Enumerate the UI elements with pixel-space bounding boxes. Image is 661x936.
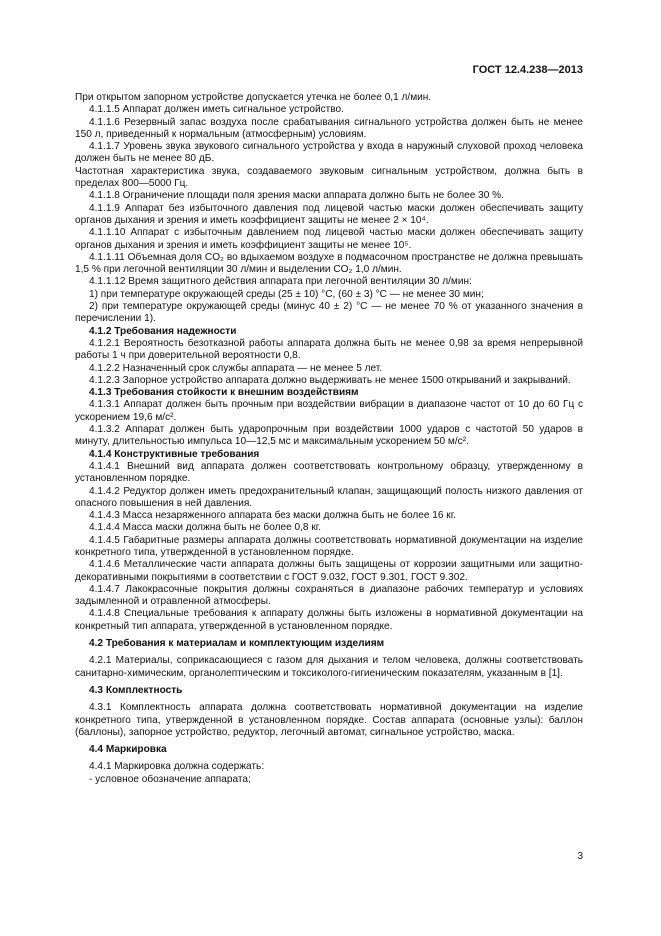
paragraph: 4.1.1.7 Уровень звука звукового сигнального устройства у входа в наружный слуховой проход человека должен быть не менее 80 дБ.: [75, 141, 583, 165]
section-heading: 4.1.4 Конструктивные требования: [89, 448, 260, 460]
section-heading: 4.1.3 Требования стойкости к внешним воздействиям: [89, 387, 359, 399]
paragraph: 4.1.1.6 Резервный запас воздуха после срабатывания сигнального устройства должен быть не менее 150 л, приведенный к нормальным (атмосферным) условиям.: [75, 116, 583, 140]
paragraph: Частотная характеристика звука, создаваемого звуковым сигнальным устройством, должна быть в пределах 800—5000 Гц.: [75, 165, 583, 190]
document-body: [75, 92, 583, 786]
paragraph: При открытом запорном устройстве допускается утечка не более 0,1 л/мин.: [75, 92, 432, 103]
paragraph: 4.1.1.10 Аппарат с избыточным давлением под лицевой частью маски должен обеспечивать защиту органов дыхания и зрения и иметь коэффициент защиты не менее 10⁵.: [75, 227, 583, 251]
section-heading: 4.3 Комплектность: [89, 684, 183, 696]
paragraph: 1) при температуре окружающей среды (25 ± 10) °C, (60 ± 3) °C — не менее 30 мин;: [89, 288, 484, 300]
paragraph: 4.1.1.8 Ограничение площади поля зрения маски аппарата должно быть не более 30 %.: [89, 190, 504, 202]
standard-code-header: ГОСТ 12.4.238—2013: [472, 64, 583, 76]
paragraph: 4.2.1 Материалы, соприкасающиеся с газом для дыхания и телом человека, должны соответствовать санитарно-химическим, органолептическим и токсиколого-гигиеническим показателям, указанным в [1].: [75, 655, 583, 679]
paragraph: 4.1.1.5 Аппарат должен иметь сигнальное устройство.: [89, 104, 344, 116]
paragraph: 4.1.4.4 Масса маски должна быть не более 0,8 кг.: [89, 522, 322, 534]
paragraph: 4.1.4.1 Внешний вид аппарата должен соответствовать контрольному образцу, утвержденному в установленном порядке.: [75, 460, 583, 485]
paragraph: 4.1.4.5 Габаритные размеры аппарата должны соответствовать нормативной документации на изделие конкретного типа, утвержденной в установленном порядке.: [75, 534, 583, 558]
paragraph: 4.1.4.6 Металлические части аппарата должны быть защищены от коррозии защитными или защитно-декоративными покрытиями в соответствии с ГОСТ 9.032, ГОСТ 9.301, ГОСТ 9.302.: [75, 559, 583, 583]
paragraph: - условное обозначение аппарата;: [89, 773, 251, 785]
paragraph: 4.1.4.7 Лакокрасочные покрытия должны сохраняться в диапазоне рабочих температур и условиях задымленной и отравленной атмосферы.: [75, 583, 583, 608]
section-heading: 4.4 Маркировка: [89, 744, 167, 756]
section-heading: 4.1.2 Требования надежности: [89, 325, 237, 337]
paragraph: 4.1.3.2 Аппарат должен быть ударопрочным при воздействии 1000 ударов с частотой 50 ударов в минуту, длительностью импульса 10—12,5 мс и максимальным ускорением 50 м/с².: [75, 424, 583, 448]
page-number: 3: [577, 851, 583, 862]
paragraph: 4.1.1.12 Время защитного действия аппарата при легочной вентиляции 30 л/мин:: [89, 276, 472, 288]
paragraph: 2) при температуре окружающей среды (минус 40 ± 2) °C — не менее 70 % от указанного значения в перечислении 1).: [75, 301, 583, 325]
paragraph: 4.3.1 Комплектность аппарата должна соответствовать нормативной документации на изделие конкретного типа, утвержденной в установленном порядке. Состав аппарата (основные узлы): баллон (баллоны), запорное устройство, редуктор, легочный автомат, сигнальное устройство, маска.: [75, 702, 583, 738]
paragraph: 4.1.4.8 Специальные требования к аппарату должны быть изложены в нормативной документации на конкретный тип аппарата, утвержденной в установленном порядке.: [75, 608, 583, 632]
paragraph: 4.1.2.1 Вероятность безотказной работы аппарата должна быть не менее 0,98 за время непрерывной работы 1 ч при доверительной вероятности 0,8.: [75, 337, 583, 362]
paragraph: 4.1.1.9 Аппарат без избыточного давления под лицевой частью маски должен обеспечивать защиту органов дыхания и зрения и иметь коэффициент защиты не менее 2 × 10⁴.: [75, 202, 583, 226]
paragraph: 4.1.1.11 Объемная доля CO₂ во вдыхаемом воздухе в подмасочном пространстве не должна превышать 1,5 % при легочной вентиляции 30 л/мин и выделении CO₂ 1,0 л/мин.: [75, 251, 583, 276]
paragraph: 4.1.4.2 Редуктор должен иметь предохранительный клапан, защищающий полость низкого давления от опасного повышения в ней давления.: [75, 485, 583, 509]
paragraph: 4.1.2.3 Запорное устройство аппарата должно выдерживать не менее 1500 открываний и закрываний.: [89, 374, 571, 386]
paragraph: 4.1.2.2 Назначенный срок службы аппарата — не менее 5 лет.: [89, 362, 383, 374]
paragraph: 4.1.4.3 Масса незаряженного аппарата без маски должна быть не более 16 кг.: [89, 510, 456, 522]
paragraph: 4.1.3.1 Аппарат должен быть прочным при воздействии вибрации в диапазоне частот от 10 до 60 Гц с ускорением 19,6 м/с².: [75, 399, 583, 423]
section-heading: 4.2 Требования к материалам и комплектующим изделиям: [89, 638, 385, 650]
paragraph: 4.4.1 Маркировка должна содержать:: [89, 761, 265, 773]
